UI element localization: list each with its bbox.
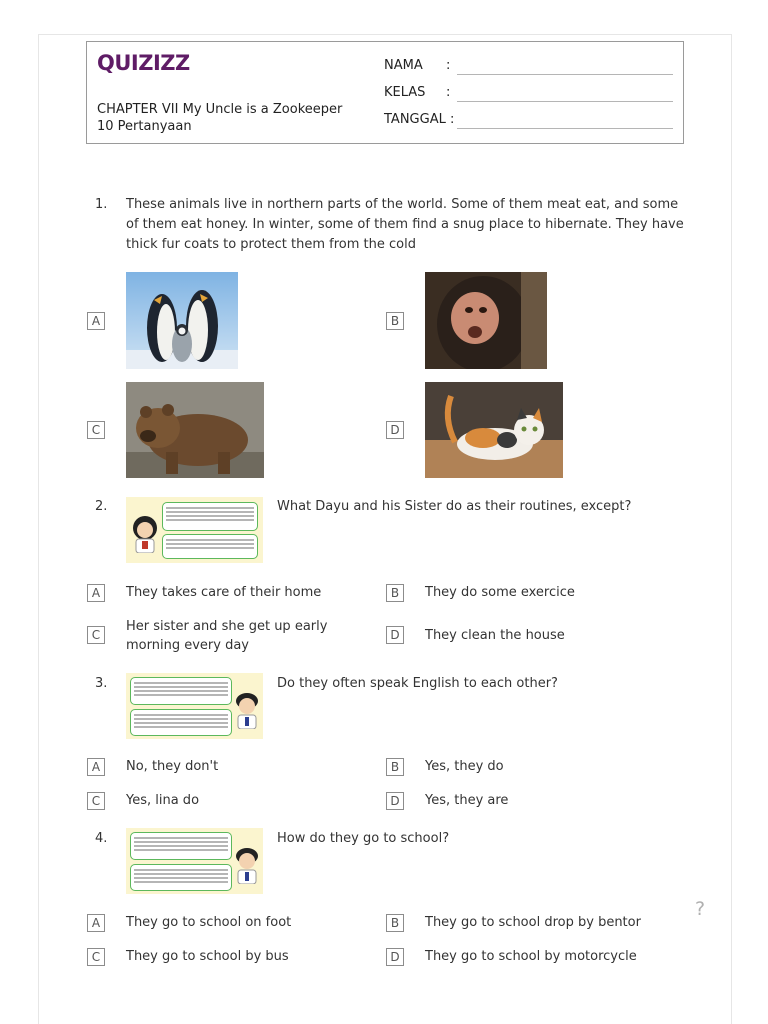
class-label: KELAS (384, 85, 426, 100)
question-4-number: 4. (95, 831, 108, 846)
q2-option-b-text[interactable]: They do some exercice (425, 585, 575, 600)
comic-bubble-1 (162, 502, 258, 531)
date-label: TANGGAL : (384, 112, 455, 127)
question-count: 10 Pertanyaan (97, 119, 192, 134)
q3-option-b-letter[interactable]: B (386, 758, 404, 776)
comic-bubble-1 (130, 832, 232, 860)
question-3-number: 3. (95, 676, 108, 691)
question-2-comic-image (126, 497, 263, 563)
q3-option-c-letter[interactable]: C (87, 792, 105, 810)
q2-option-b-letter[interactable]: B (386, 584, 404, 602)
q1-option-b-monkey-image[interactable] (425, 272, 547, 369)
question-1-text: These animals live in northern parts of the world. Some of them meat eat, and some of them eat honey. In winter, some of them find a snug place to hibernate. They have thick fur coats to protect them from the cold (126, 197, 684, 252)
q1-option-d-letter[interactable]: D (386, 421, 404, 439)
q1-option-c-letter[interactable]: C (87, 421, 105, 439)
q3-option-c-text[interactable]: Yes, lina do (126, 793, 200, 808)
q1-option-a-penguins-image[interactable] (126, 272, 238, 369)
q1-option-c-bear-image[interactable] (126, 382, 264, 478)
quizizz-logo: QUIZIZZ (97, 51, 190, 75)
q3-option-d-letter[interactable]: D (386, 792, 404, 810)
q2-option-a-letter[interactable]: A (87, 584, 105, 602)
question-2-text: What Dayu and his Sister do as their routines, except? (277, 499, 632, 514)
q4-option-a-letter[interactable]: A (87, 914, 105, 932)
q4-option-d-text[interactable]: They go to school by motorcycle (425, 949, 637, 964)
question-4-comic-image (126, 828, 263, 894)
boy-character-icon (232, 691, 262, 729)
date-line (457, 128, 673, 129)
q2-option-c-letter[interactable]: C (87, 626, 105, 644)
chapter-title: CHAPTER VII My Uncle is a Zookeeper (97, 102, 343, 117)
q3-option-a-letter[interactable]: A (87, 758, 105, 776)
class-colon: : (446, 85, 451, 100)
question-2-number: 2. (95, 499, 108, 514)
q4-option-d-letter[interactable]: D (386, 948, 404, 966)
question-1-number: 1. (95, 197, 108, 212)
comic-bubble-2 (162, 534, 258, 559)
q4-option-c-text[interactable]: They go to school by bus (126, 949, 289, 964)
comic-bubble-2 (130, 864, 232, 891)
q3-option-b-text[interactable]: Yes, they do (425, 759, 504, 774)
comic-bubble-2 (130, 709, 232, 736)
q3-option-d-text[interactable]: Yes, they are (425, 793, 509, 808)
q3-option-a-text[interactable]: No, they don't (126, 759, 219, 774)
question-3-comic-image (126, 673, 263, 739)
q4-option-b-text[interactable]: They go to school drop by bentor (425, 915, 641, 930)
q1-option-d-cat-image[interactable] (425, 382, 563, 478)
q1-option-a-letter[interactable]: A (87, 312, 105, 330)
girl-character-icon (130, 515, 160, 553)
comic-bubble-1 (130, 677, 232, 705)
q4-option-a-text[interactable]: They go to school on foot (126, 915, 292, 930)
help-icon[interactable]: ? (695, 898, 706, 920)
name-colon: : (446, 58, 451, 73)
q4-option-b-letter[interactable]: B (386, 914, 404, 932)
boy-character-icon (232, 846, 262, 884)
q2-option-d-letter[interactable]: D (386, 626, 404, 644)
name-line (457, 74, 673, 75)
name-label: NAMA (384, 58, 423, 73)
question-3-text: Do they often speak English to each other? (277, 676, 558, 691)
q2-option-d-text[interactable]: They clean the house (425, 628, 565, 643)
q2-option-c-text[interactable]: Her sister and she get up early morning every day (126, 619, 328, 653)
question-4-text: How do they go to school? (277, 831, 450, 846)
class-line (457, 101, 673, 102)
worksheet-header (86, 41, 684, 144)
q4-option-c-letter[interactable]: C (87, 948, 105, 966)
q2-option-a-text[interactable]: They takes care of their home (126, 585, 322, 600)
q1-option-b-letter[interactable]: B (386, 312, 404, 330)
